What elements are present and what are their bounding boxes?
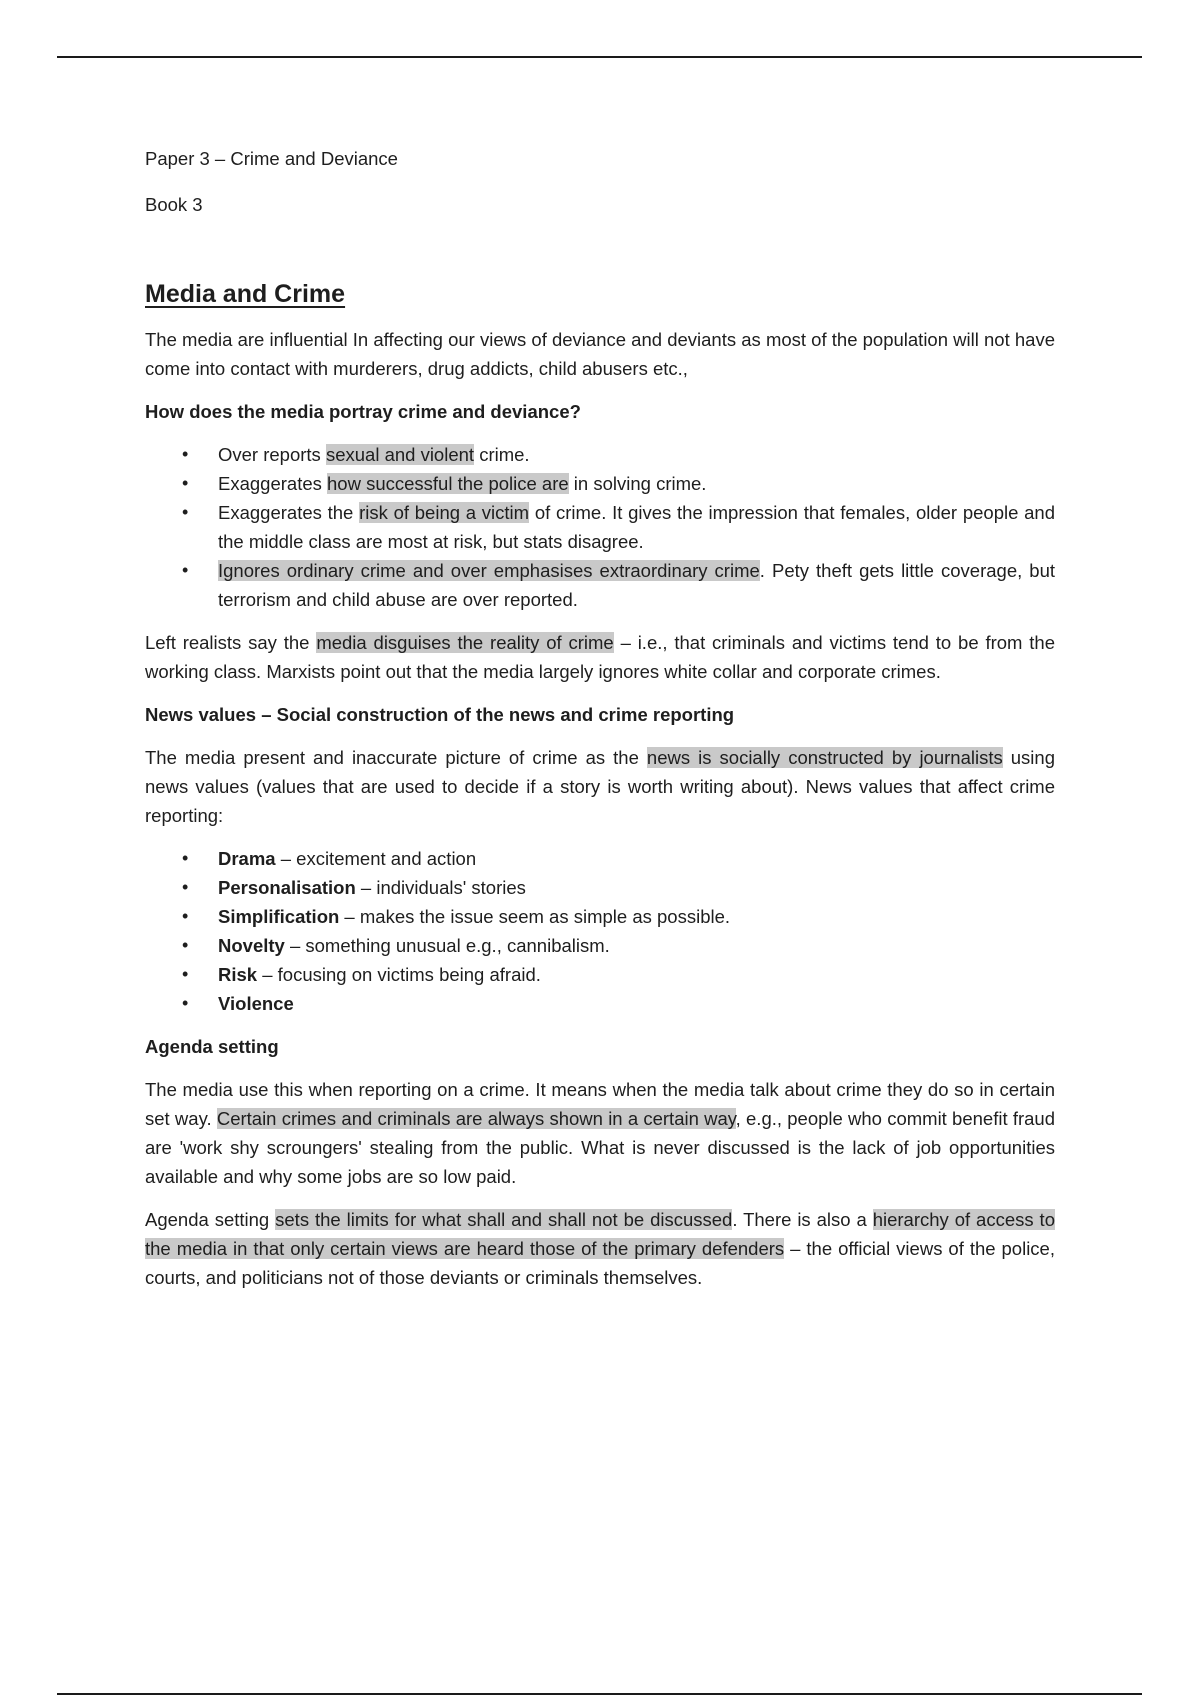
list-item: • Drama – excitement and action bbox=[145, 844, 1055, 873]
list-item: • Ignores ordinary crime and over emphasises extraordinary crime. Pety theft gets little coverage, but terrorism and child abuse are over reported. bbox=[145, 556, 1055, 614]
list-item: • Exaggerates the risk of being a victim of crime. It gives the impression that females, older people and the middle class are most at risk, but stats disagree. bbox=[145, 498, 1055, 556]
left-realists-paragraph: Left realists say the media disguises the reality of crime – i.e., that criminals and victims tend to be from the working class. Marxists point out that the media largely ignores white collar and corporate crimes. bbox=[145, 632, 1055, 682]
highlight: risk of being a victim bbox=[359, 502, 530, 523]
document-body bbox=[145, 144, 1055, 1306]
agenda-heading: Agenda setting bbox=[145, 1036, 279, 1057]
list-item: • Risk – focusing on victims being afraid. bbox=[145, 960, 1055, 989]
highlight: sexual and violent bbox=[325, 444, 475, 465]
intro-paragraph: The media are influential In affecting our views of deviance and deviants as most of the population will not have come into contact with murderers, drug addicts, child abusers etc., bbox=[145, 329, 1055, 379]
list-item: • Violence bbox=[145, 989, 1055, 1018]
highlight: news is socially constructed by journalists bbox=[646, 747, 1003, 768]
agenda-paragraph-2: Agenda setting sets the limits for what shall and shall not be discussed. There is also a hierarchy of access to the media in that only certain views are heard those of the primary defenders – the official views of the police, courts, and politicians not of those deviants or criminals themselves. bbox=[145, 1209, 1055, 1288]
highlight: Certain crimes and criminals are always shown in a certain way bbox=[216, 1108, 736, 1129]
highlight: how successful the police are bbox=[327, 473, 569, 494]
header-rule bbox=[57, 56, 1142, 58]
list-item: • Novelty – something unusual e.g., cannibalism. bbox=[145, 931, 1055, 960]
page-title: Media and Crime bbox=[145, 280, 346, 308]
highlight: media disguises the reality of crime bbox=[316, 632, 614, 653]
news-values-list bbox=[145, 844, 1055, 1018]
list-item: • Personalisation – individuals' stories bbox=[145, 873, 1055, 902]
footer-rule bbox=[57, 1693, 1142, 1695]
highlight: sets the limits for what shall and shall not be discussed bbox=[275, 1209, 733, 1230]
highlight: Ignores ordinary crime and over emphasises extraordinary crime bbox=[218, 560, 760, 581]
paper-label: Paper 3 – Crime and Deviance bbox=[145, 148, 398, 169]
list-item: • Over reports sexual and violent crime. bbox=[145, 440, 1055, 469]
portray-list bbox=[145, 440, 1055, 614]
agenda-paragraph-1: The media use this when reporting on a crime. It means when the media talk about crime they do so in certain set way. Certain crimes and criminals are always shown in a certain way, e.g., people who commit benefit fraud are 'work shy scroungers' stealing from the public. What is never discussed is the lack of job opportunities available and why some jobs are so low paid. bbox=[145, 1079, 1056, 1187]
list-item: • Simplification – makes the issue seem as simple as possible. bbox=[145, 902, 1055, 931]
portray-heading: How does the media portray crime and deviance? bbox=[145, 401, 581, 422]
list-item: • Exaggerates how successful the police are in solving crime. bbox=[145, 469, 1055, 498]
news-values-heading: News values – Social construction of the news and crime reporting bbox=[145, 704, 735, 725]
highlight: hierarchy of access to the media in that only certain views are heard those of the primary defenders bbox=[145, 1209, 1055, 1259]
news-values-paragraph: The media present and inaccurate picture of crime as the news is socially constructed by journalists using news values (values that are used to decide if a story is worth writing about). News values that affect crime reporting: bbox=[145, 747, 1055, 826]
book-label: Book 3 bbox=[145, 194, 203, 215]
